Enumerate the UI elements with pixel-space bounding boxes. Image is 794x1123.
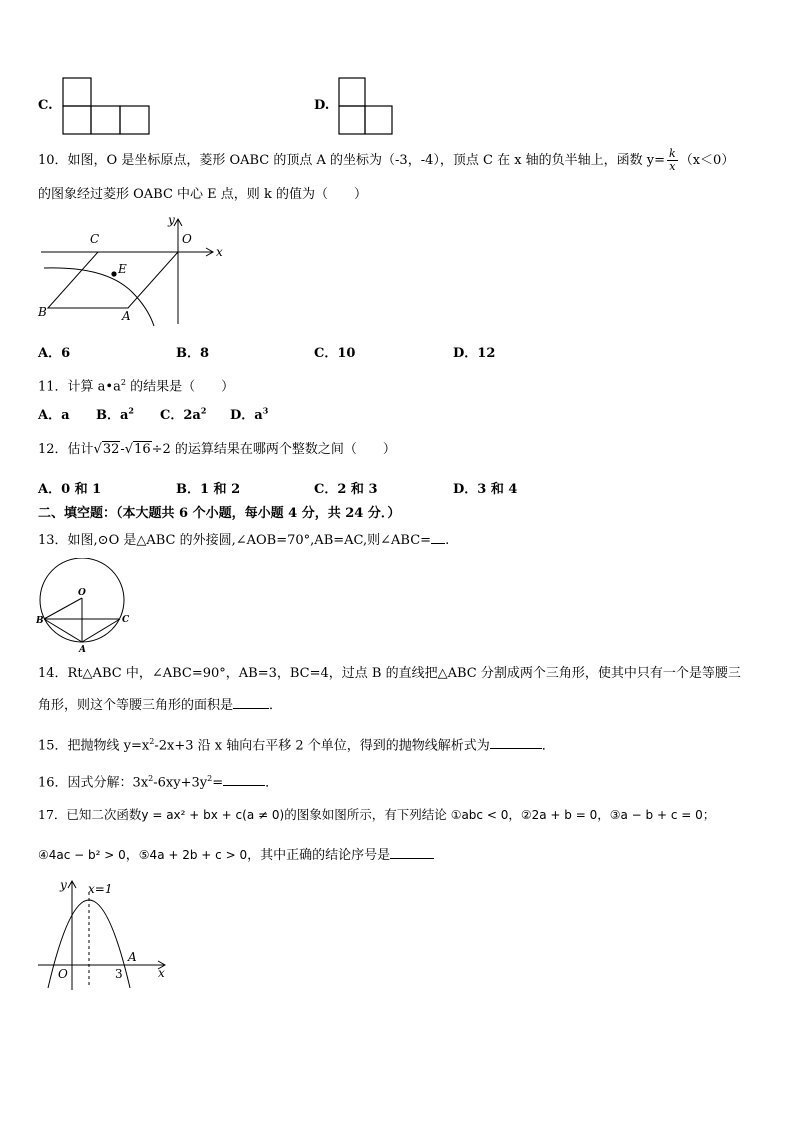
q12-option-a[interactable]: A．0 和 1 — [38, 482, 102, 497]
q11-stem-exponent: 2 — [120, 378, 126, 387]
q17-label-a: A — [128, 950, 137, 964]
q13-label-o: O — [78, 588, 86, 598]
q10-label-x: x — [216, 245, 223, 259]
section-fill-in-heading: 二、填空题：（本大题共 6 个小题，每小题 4 分，共 24 分．） — [38, 506, 401, 521]
q17-stem-tail: ，其中正确的结论序号是 — [247, 848, 391, 863]
q14-stem-end: ． — [269, 698, 283, 713]
q10-label-y: y — [168, 213, 175, 227]
q15-stem — [38, 733, 555, 755]
q16-stem-end: ． — [265, 775, 279, 791]
q14-stem-line1: 14．Rt△ABC 中，∠ABC=90°，AB=3，BC=4，过点 B 的直线把△ABC 分割成两个三角形，使其中只有一个是等腰三 — [38, 666, 741, 681]
q17-label-three: 3 — [115, 967, 123, 981]
q10-stem-text: 10．如图，O 是坐标原点，菱形 OABC 的顶点 A 的坐标为（-3，-4），顶点 C 在 x 轴的负半轴上，函数 y= — [38, 153, 666, 168]
q13-stem-text: 13．如图,⊙O 是△ABC 的外接圆,∠AOB=70°,AB=AC,则∠ABC= — [38, 533, 432, 548]
q16-equals: = — [212, 775, 224, 791]
q17-label-o: O — [58, 967, 68, 981]
q17-separator-1: ， — [508, 807, 521, 822]
q16-exponent-1: 2 — [148, 774, 154, 783]
q11-option-d-exponent: 3 — [262, 405, 269, 416]
q16-stem-middle: -6xy+3y — [153, 775, 208, 791]
q15-stem-text: 15．把抛物线 y=x — [38, 738, 150, 754]
q15-stem-end: ． — [541, 738, 555, 754]
q13-label-a: A — [79, 645, 86, 654]
q11-stem-text: 11．计算 a•a — [38, 379, 121, 395]
q17-conclusion-3: ③a − b + c = 0 — [609, 808, 703, 822]
q10-option-b[interactable]: B．8 — [176, 346, 210, 361]
option-d-label: D. — [314, 98, 330, 113]
q11-option-c-exponent: 2 — [200, 405, 207, 416]
q12-stem-text: 12．估计 — [38, 442, 94, 457]
q11-option-c[interactable] — [160, 404, 206, 423]
q12-option-b[interactable]: B．1 和 2 — [176, 482, 241, 497]
q17-semicolon: ； — [702, 807, 716, 822]
q15-exponent: 2 — [149, 737, 155, 746]
q17-parabola-figure — [36, 876, 172, 996]
q15-stem-tail: -2x+3 沿 x 轴向右平移 2 个单位，得到的抛物线解析式为 — [154, 738, 490, 754]
q17-stem-text: 17．已知二次函数 — [38, 807, 142, 822]
q17-label-x: x — [158, 966, 165, 980]
q13-label-b: B — [36, 616, 44, 626]
q13-label-c: C — [122, 615, 130, 625]
q11-option-d-text: D．a — [230, 408, 263, 423]
q10-stem-line2: 的图象经过菱形 OABC 中心 E 点，则 k 的值为（ ） — [38, 187, 367, 202]
q17-conclusion-1: ①abc < 0 — [450, 808, 509, 822]
q17-stem-line1 — [38, 806, 715, 824]
q12-sqrt-1: 32 — [102, 442, 120, 457]
q13-answer-blank[interactable] — [431, 531, 445, 544]
q11-option-b[interactable] — [96, 404, 134, 423]
q17-label-axis: x=1 — [88, 882, 113, 896]
q11-option-b-text: B．a — [96, 408, 129, 423]
q12-sqrt-2: 16 — [134, 442, 151, 457]
q11-stem — [38, 374, 234, 396]
q10-label-e: E — [118, 262, 127, 276]
q16-stem-text: 16．因式分解：3x — [38, 775, 149, 791]
q13-stem — [38, 531, 449, 550]
q17-separator-2: ， — [597, 807, 610, 822]
q10-label-a: A — [122, 309, 131, 323]
q10-option-d[interactable]: D．12 — [453, 346, 496, 361]
q10-option-c[interactable]: C．10 — [314, 346, 356, 361]
q10-rhombus-figure — [36, 212, 232, 330]
q17-conclusion-2: ②2a + b = 0 — [520, 808, 598, 822]
option-d-figure — [338, 77, 398, 135]
q17-conclusion-4: ④4ac − b² > 0 — [38, 848, 126, 862]
q16-stem — [38, 770, 278, 792]
q11-option-d[interactable] — [230, 404, 268, 423]
q10-fraction-numerator: k — [669, 147, 676, 160]
q16-exponent-2: 2 — [207, 774, 213, 783]
q12-stem: 12．估计√32-√16÷2 的运算结果在哪两个整数之间（ ） — [38, 442, 396, 457]
q14-stem-line2 — [38, 696, 282, 715]
q10-label-b: B — [38, 305, 47, 319]
q10-stem-line1 — [38, 148, 734, 173]
q16-answer-blank[interactable] — [223, 773, 265, 786]
q10-label-c: C — [90, 232, 100, 246]
q10-label-o: O — [182, 232, 192, 246]
q13-stem-end: . — [445, 533, 450, 548]
q15-answer-blank[interactable] — [490, 736, 542, 749]
q10-stem-condition: （x＜0） — [679, 153, 735, 168]
q12-minus: - — [120, 442, 125, 457]
q17-stem-line2 — [38, 846, 434, 865]
option-c-figure — [62, 77, 152, 135]
q17-answer-blank[interactable] — [390, 846, 434, 859]
q17-stem-middle: 的图象如图所示，有下列结论 — [284, 807, 447, 822]
q17-conclusion-5: ⑤4a + 2b + c > 0 — [138, 848, 248, 862]
q14-stem-text: 角形，则这个等腰三角形的面积是 — [38, 698, 234, 713]
q12-option-c[interactable]: C．2 和 3 — [314, 482, 378, 497]
q13-circle-figure — [34, 558, 134, 654]
q17-function: y = ax² + bx + c(a ≠ 0) — [141, 808, 285, 822]
q10-fraction-denominator: x — [669, 160, 676, 173]
q11-option-c-text: C．2a — [160, 408, 201, 423]
q12-option-d[interactable]: D．3 和 4 — [453, 482, 518, 497]
q11-option-a-text: A．a — [38, 408, 70, 423]
q11-stem-tail: 的结果是（ ） — [125, 379, 235, 395]
q11-option-b-exponent: 2 — [128, 405, 134, 416]
q12-stem-tail: ÷2 的运算结果在哪两个整数之间（ ） — [151, 442, 396, 457]
q14-answer-blank[interactable] — [233, 696, 269, 709]
q10-option-a[interactable]: A．6 — [38, 346, 71, 361]
q10-fraction — [667, 148, 678, 173]
q17-label-y: y — [60, 878, 67, 892]
option-c-label: C. — [38, 98, 53, 113]
q11-option-a[interactable] — [38, 404, 70, 423]
q17-separator-3: ， — [125, 848, 139, 863]
